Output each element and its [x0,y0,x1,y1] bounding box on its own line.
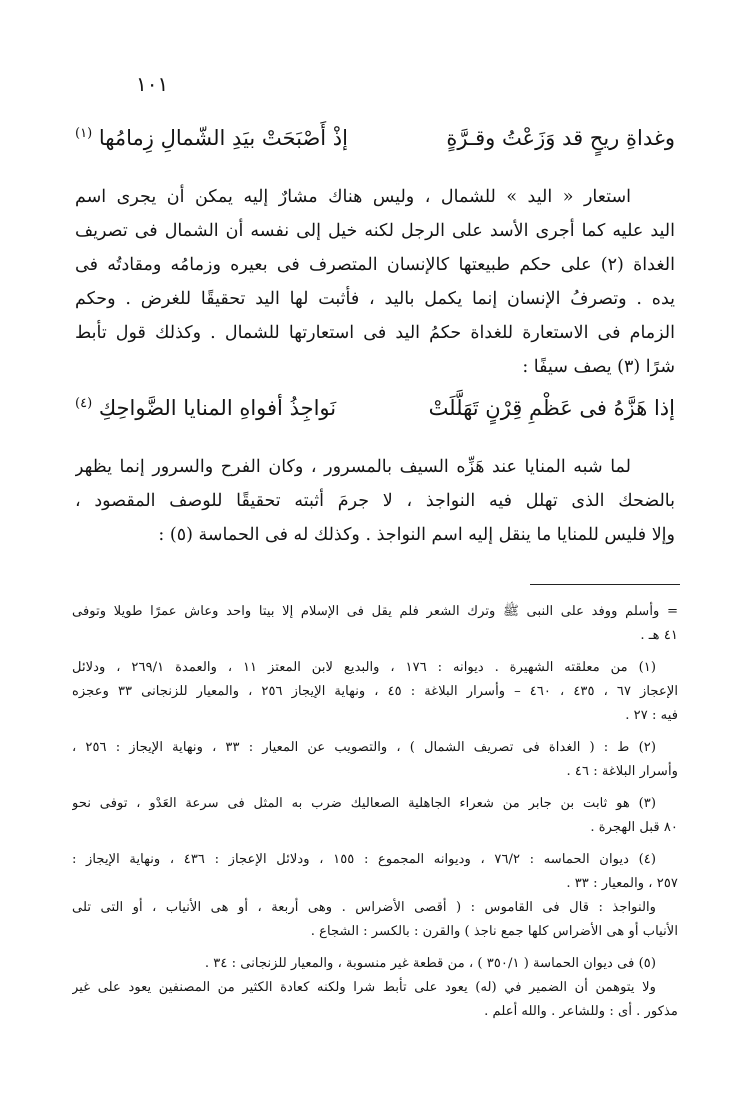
footnote-ref-1: (١) [75,126,93,141]
paragraph-line: استعار « اليد » للشمال ، وليس هناك مشارٌ إليه يمكن أن يجرى اسم [75,187,631,207]
footnote-line: = وأسلم ووفد على النبى ﷺ وترك الشعر فلم يقل فى الإسلام إلا بيتا واحد وعاش عمرًا طويلا وتوفى [72,604,678,619]
footnote-line: فيه : ٢٧ . [625,708,678,723]
verse-2 [75,396,675,432]
paragraph-line: شرًا (٣) يصف سيفًا : [522,357,675,377]
footnote-1 [72,656,678,728]
footnote-line: والنواجذ : قال فى القاموس : ( أقصى الأضراس . وهى أربعة ، أو هى الأنياب ، أو التى تلى [72,900,656,915]
footnote-line: ٨٠ قبل الهجرة . [590,820,678,835]
footnote-line: مذكور . أى : وللشاعر . والله أعلم . [484,1004,678,1019]
footnote-4-gloss [72,896,678,944]
paragraph-line: لما شبه المنايا عند هَزِّه السيف بالمسرور ، وكان الفرح والسرور إنما يظهر [75,457,631,477]
footnote-line: ٤١ هـ . [640,628,678,643]
paragraph-line: الغداة (٢) على حكم طبيعتها كالإنسان المتصرف فى بعيره وزمامُه ومقادتُه فى [75,255,675,275]
footnote-line: ولا يتوهمن أن الضمير في (له) يعود على تأبط شرا ولكنه كعادة الكثير من المصنفين يعود على غير [72,980,656,995]
footnote-line: الأنياب أو هى الأضراس كلها جمع ناجذ ) والقرن : بالكسر : الشجاع . [310,924,678,939]
footnote-divider [530,584,680,585]
footnote-ref-4: (٤) [75,396,93,411]
verse-2-second-hemistich [75,396,336,420]
footnote-line: (٢) ط : ( الغداة فى تصريف الشمال ) ، والتصويب عن المعيار : ٣٣ ، ونهاية الإيجاز : ٢٥٦ ، [72,740,656,755]
paragraph-line: وإلا فليس للمنايا ما ينقل إليه اسم النواجذ . وكذلك له فى الحماسة (٥) : [158,525,675,545]
footnote-3 [72,792,678,840]
paragraph-2 [75,450,675,552]
verse-1-first-hemistich: وغداةِ ريحٍ قد وَزَعْتُ وقـرَّةٍ [446,126,675,150]
paragraph-line: الزمام فى الاستعارة للغداة حكمُ اليد فى استعارتها للشمال . وكذلك قول تأبط [75,323,675,343]
footnote-4 [72,848,678,896]
paragraph-line: اليد عليه كما أجرى الأسد على الرجل لكنه خيل إلى نفسه أن الشمال فى تصريف [75,221,675,241]
footnote-line: (٤) ديوان الحماسه : ٧٦/٢ ، وديوانه المجموع : ١٥٥ ، ودلائل الإعجاز : ٤٣٦ ، ونهاية الإيجاز : [72,852,656,867]
footnote-2 [72,736,678,784]
footnote-line: وأسرار البلاغة : ٤٦ . [566,764,678,779]
footnote-line: (٥) فى ديوان الحماسة ( ٣٥٠/١ ) ، من قطعة غير منسوبة ، والمعيار للزنجانى : ٣٤ . [204,956,656,971]
footnotes [72,600,678,1032]
verse-1 [75,126,675,162]
verse-2-first-hemistich: إذا هَزَّهُ فى عَظْمِ قِرْنٍ تَهَلَّلَتْ [428,396,675,420]
verse-1-second-hemistich-text: إذْ أَصْبَحَتْ بيَدِ الشّمالِ زِمامُها [98,126,348,150]
footnote-line: ٢٥٧ ، والمعيار : ٣٣ . [566,876,678,891]
footnote-line: (٣) هو ثابت بن جابر من شعراء الجاهلية الصعاليك ضرب به المثل فى سرعة العَدْو ، توفى نحو [72,796,656,811]
footnote-continuation [72,600,678,648]
paragraph-1 [75,180,675,384]
paragraph-line: يده . وتصرفُ الإنسان إنما يكمل باليد ، فأثبت لها اليد تحقيقًا للغرض . وحكم [75,289,675,309]
paragraph-line: بالضحك الذى تهلل فيه النواجذ ، لا جرمَ أثبته تحقيقًا للوصف المقصود ، [75,491,675,511]
footnote-line: (١) من معلقته الشهيرة . ديوانه : ١٧٦ ، والبديع لابن المعتز ١١ ، والعمدة ٢٦٩/١ ، ودلائل [72,660,656,675]
footnote-5 [72,952,678,976]
verse-2-second-hemistich-text: نَواجِذُ أفواهِ المنايا الضَّواحِكِ [98,396,337,420]
verse-1-second-hemistich [75,126,348,150]
footnote-5-note [72,976,678,1024]
footnote-line: الإعجاز ٦٧ ، ٤٣٥ ، ٤٦٠ – وأسرار البلاغة : ٤٥ ، ونهاية الإيجاز ٢٥٦ ، والمعيار للزنجانى ٣٣ وعجزه [72,684,678,699]
page-number: ١٠١ [136,72,169,96]
